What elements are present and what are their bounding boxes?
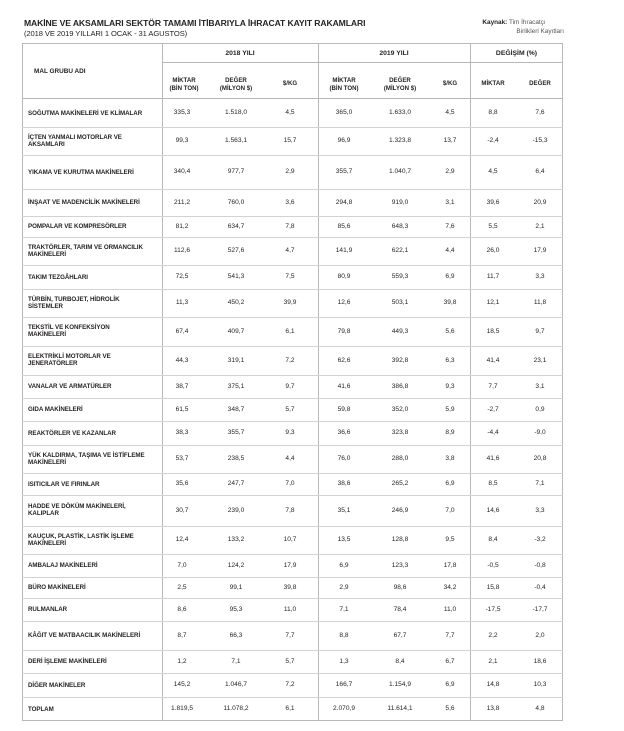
- row-name: TÜRBİN, TURBOJET, HİDROLİK SİSTEMLER: [28, 295, 120, 310]
- cell-2019-per-kg: 34,2: [443, 583, 457, 591]
- cell-2018-miktar: 72,5: [175, 273, 189, 280]
- cell-2018-per-kg: 2,9: [285, 168, 295, 175]
- cell-change-miktar: 41,4: [486, 356, 500, 364]
- cell-2019-deger: 1.633,0: [389, 109, 411, 116]
- cell-change-deger: -0,8: [534, 561, 546, 569]
- cell-2018-per-kg: 5,7: [285, 405, 295, 413]
- cell-2018-per-kg: 7,8: [285, 506, 295, 514]
- row-divider: [22, 155, 563, 156]
- cell-2018-per-kg: 6,1: [285, 327, 295, 335]
- cell-2018-deger: 124,2: [227, 561, 245, 569]
- row-name: İNŞAAT VE MADENCİLİK MAKİNELERİ: [28, 199, 140, 206]
- cell-change-miktar: 14,8: [486, 681, 500, 688]
- row-name: RULMANLAR: [28, 606, 68, 613]
- cell-2018-per-kg: 15,7: [283, 137, 297, 144]
- cell-2018-per-kg: 5,7: [285, 657, 295, 665]
- column-2018-miktar: MİKTAR (BİN TON): [169, 77, 199, 92]
- cell-change-miktar: 8,4: [488, 536, 498, 543]
- cell-2019-deger: 98,6: [393, 583, 407, 591]
- cell-2018-miktar: 1.819,5: [171, 705, 193, 712]
- cell-2019-miktar: 85,6: [337, 222, 351, 230]
- cell-2018-deger: 760,0: [227, 198, 245, 206]
- cell-2019-per-kg: 5,6: [445, 705, 455, 712]
- cell-2019-miktar: 6,9: [339, 561, 349, 569]
- cell-change-miktar: 14,6: [486, 506, 500, 514]
- cell-2018-miktar: 340,4: [173, 168, 191, 175]
- cell-2019-per-kg: 7,0: [445, 506, 455, 514]
- cell-change-miktar: 2,2: [488, 631, 498, 639]
- cell-2019-miktar: 36,6: [337, 429, 351, 436]
- source-line-1: Tim İhracatçı: [508, 19, 546, 26]
- cell-2018-miktar: 53,7: [175, 455, 189, 462]
- cell-2018-deger: 7,1: [231, 657, 241, 665]
- cell-change-deger: 2,1: [535, 222, 545, 230]
- cell-2018-miktar: 7,0: [177, 561, 187, 569]
- cell-2018-miktar: 8,6: [177, 605, 187, 613]
- cell-change-miktar: -0,5: [487, 561, 499, 569]
- cell-2019-deger: 1.154,9: [389, 681, 411, 688]
- cell-change-deger: 3,1: [535, 382, 545, 390]
- cell-2019-per-kg: 7,6: [445, 222, 455, 230]
- column-2018-deger: DEĞER (MİLYON $): [219, 77, 253, 92]
- row-divider: [22, 650, 563, 651]
- cell-2019-miktar: 2,9: [339, 583, 349, 591]
- cell-2018-miktar: 145,2: [173, 681, 191, 688]
- cell-change-miktar: 41,6: [486, 455, 500, 462]
- cell-change-miktar: 39,6: [486, 198, 500, 206]
- cell-change-miktar: 8,8: [488, 109, 498, 116]
- cell-2018-per-kg: 7,0: [285, 480, 295, 487]
- row-name: TRAKTÖRLER, TARIM VE ORMANCILIK MAKİNELERİ: [28, 243, 143, 258]
- cell-2018-deger: 541,3: [227, 273, 245, 280]
- cell-2019-per-kg: 13,7: [443, 137, 457, 144]
- cell-change-deger: -15,3: [532, 137, 548, 144]
- cell-2018-miktar: 61,5: [175, 405, 189, 413]
- cell-2018-miktar: 99,3: [175, 137, 189, 144]
- cell-2018-miktar: 11,3: [175, 299, 189, 306]
- cell-2019-miktar: 365,0: [335, 109, 353, 116]
- cell-2018-per-kg: 3,6: [285, 198, 295, 206]
- row-name: İÇTEN YANMALI MOTORLAR VE AKSAMLARI: [28, 133, 122, 148]
- cell-change-miktar: 2,1: [488, 657, 498, 665]
- cell-2019-miktar: 41,6: [337, 382, 351, 390]
- cell-2018-deger: 238,5: [227, 455, 245, 462]
- cell-change-deger: 17,9: [533, 247, 547, 254]
- cell-change-miktar: -4,4: [487, 429, 499, 436]
- cell-change-miktar: -2,4: [487, 137, 499, 144]
- column-2019-per-kg: $/KG: [442, 80, 458, 87]
- cell-2018-per-kg: 39,8: [283, 583, 297, 591]
- cell-2019-per-kg: 6,9: [445, 480, 455, 487]
- cell-2019-per-kg: 9,3: [445, 382, 455, 390]
- cell-2019-deger: 67,7: [393, 631, 407, 639]
- cell-2019-miktar: 12,6: [337, 299, 351, 306]
- cell-2019-miktar: 294,8: [335, 198, 353, 206]
- cell-2019-per-kg: 39,8: [443, 299, 457, 306]
- cell-2019-deger: 246,9: [391, 506, 409, 514]
- cell-2018-deger: 977,7: [227, 168, 245, 175]
- row-divider: [22, 577, 563, 578]
- cell-2018-deger: 1.046,7: [225, 681, 247, 688]
- row-divider: [22, 697, 563, 698]
- row-name: ELEKTRİKLİ MOTORLAR VE JENERATÖRLER: [28, 353, 111, 368]
- cell-2019-deger: 1.040,7: [389, 168, 411, 175]
- cell-2018-deger: 66,3: [229, 631, 243, 639]
- column-2019-deger: DEĞER (MİLYON $): [383, 77, 417, 92]
- row-divider: [22, 473, 563, 474]
- cell-2018-miktar: 2,5: [177, 583, 187, 591]
- cell-change-miktar: 13,8: [486, 705, 500, 712]
- cell-2018-deger: 11.078,2: [223, 705, 249, 712]
- cell-change-miktar: 5,5: [488, 222, 498, 230]
- cell-2019-miktar: 76,0: [337, 455, 351, 462]
- cell-2018-deger: 319,1: [227, 356, 245, 364]
- header-bottom-line: [22, 98, 563, 99]
- cell-2018-per-kg: 6,1: [285, 705, 295, 712]
- cell-2018-deger: 133,2: [227, 536, 245, 543]
- page-subtitle: (2018 VE 2019 YILLARI 1 OCAK - 31 AGUSTOS): [24, 29, 188, 38]
- cell-2019-deger: 1.323,8: [389, 137, 411, 144]
- cell-2019-per-kg: 5,6: [445, 327, 455, 335]
- cell-change-deger: 18,6: [533, 657, 547, 665]
- column-2018-per-kg: $/KG: [282, 80, 298, 87]
- source-line-2: Birlikleri Kayıtları: [516, 28, 564, 35]
- divider-2018-2019: [318, 43, 319, 721]
- cell-change-miktar: -17,5: [485, 605, 501, 613]
- row-divider: [22, 289, 563, 290]
- cell-2018-per-kg: 4,4: [285, 455, 295, 462]
- cell-2018-deger: 409,7: [227, 327, 245, 335]
- row-divider: [22, 673, 563, 674]
- row-name: VANALAR VE ARMATÜRLER: [28, 383, 112, 390]
- cell-2018-miktar: 211,2: [173, 198, 190, 206]
- cell-2019-miktar: 8,8: [339, 631, 349, 639]
- cell-2019-miktar: 62,6: [337, 356, 351, 364]
- cell-2019-per-kg: 5,9: [445, 405, 455, 413]
- row-divider: [22, 421, 563, 422]
- cell-change-miktar: 15,8: [486, 583, 500, 591]
- cell-2019-miktar: 166,7: [335, 681, 353, 688]
- cell-2019-miktar: 35,1: [337, 506, 351, 514]
- cell-2019-deger: 123,3: [391, 561, 409, 569]
- cell-2019-miktar: 2.070,9: [333, 705, 355, 712]
- row-divider: [22, 598, 563, 599]
- cell-change-deger: 9,7: [535, 327, 545, 335]
- column-change-miktar: MİKTAR: [481, 80, 505, 87]
- cell-2018-miktar: 12,4: [175, 536, 189, 543]
- cell-2018-per-kg: 7,7: [285, 631, 295, 639]
- cell-2019-deger: 265,2: [391, 480, 409, 487]
- cell-2019-miktar: 141,9: [335, 247, 353, 254]
- cell-2019-deger: 128,8: [391, 536, 409, 543]
- cell-2019-per-kg: 3,1: [445, 198, 455, 206]
- cell-2019-per-kg: 6,7: [445, 657, 455, 665]
- row-name: AMBALAJ MAKİNELERİ: [28, 562, 98, 569]
- cell-2018-miktar: 38,3: [175, 429, 189, 436]
- row-divider: [22, 554, 563, 555]
- row-divider: [22, 317, 563, 318]
- row-name: DİĞER MAKİNELER: [28, 681, 86, 689]
- row-divider: [22, 237, 563, 238]
- row-divider: [22, 375, 563, 376]
- cell-2019-deger: 503,1: [391, 299, 409, 306]
- cell-2019-per-kg: 6,9: [445, 273, 455, 280]
- row-name: ISITICILAR VE FIRINLAR: [28, 480, 100, 488]
- cell-change-deger: -3,2: [534, 536, 546, 543]
- cell-2019-deger: 449,3: [391, 327, 409, 335]
- cell-change-miktar: 12,1: [486, 299, 500, 306]
- cell-2018-per-kg: 4,5: [285, 109, 295, 116]
- row-name: GIDA MAKİNELERİ: [28, 406, 83, 413]
- cell-change-miktar: 4,5: [488, 168, 498, 175]
- page-title: MAKİNE VE AKSAMLARI SEKTÖR TAMAMI İTİBARIYLA İHRACAT KAYIT RAKAMLARI: [24, 18, 366, 28]
- cell-2018-deger: 1.563,1: [225, 137, 247, 144]
- cell-change-miktar: -2,7: [487, 405, 499, 413]
- cell-2018-per-kg: 10,7: [283, 536, 297, 543]
- cell-2019-miktar: 96,9: [337, 137, 351, 144]
- cell-2018-deger: 239,0: [227, 506, 245, 514]
- cell-change-deger: 20,9: [533, 198, 547, 206]
- cell-change-deger: 3,3: [535, 273, 545, 280]
- cell-2018-miktar: 30,7: [175, 506, 189, 514]
- cell-change-deger: 7,1: [535, 480, 545, 487]
- cell-2019-per-kg: 6,9: [445, 681, 455, 688]
- row-divider: [22, 526, 563, 527]
- cell-2019-deger: 78,4: [393, 605, 407, 613]
- cell-2018-miktar: 38,7: [175, 382, 189, 390]
- column-name-header: MAL GRUBU ADI: [34, 68, 86, 75]
- cell-2019-miktar: 1,3: [339, 657, 349, 665]
- cell-2019-deger: 8,4: [395, 657, 405, 665]
- cell-change-deger: -0,4: [534, 583, 546, 591]
- cell-2019-per-kg: 17,8: [443, 561, 457, 569]
- cell-2019-deger: 386,8: [391, 382, 409, 390]
- cell-2019-miktar: 38,6: [337, 480, 351, 487]
- cell-change-deger: 11,8: [533, 299, 547, 306]
- group-2018: 2018 YILI: [225, 50, 255, 57]
- row-divider: [22, 398, 563, 399]
- row-divider: [22, 495, 563, 496]
- cell-2019-per-kg: 11,0: [443, 605, 457, 613]
- header-group-line: [162, 62, 563, 63]
- cell-2018-deger: 450,2: [227, 299, 245, 306]
- group-2019: 2019 YILI: [379, 50, 409, 57]
- cell-2018-miktar: 335,3: [173, 109, 191, 116]
- cell-2018-per-kg: 4,7: [285, 247, 295, 254]
- cell-2019-deger: 622,1: [391, 247, 409, 254]
- cell-2018-miktar: 8,7: [177, 631, 187, 639]
- row-name: BÜRO MAKİNELERİ: [28, 584, 86, 591]
- row-name: REAKTÖRLER VE KAZANLAR: [28, 429, 116, 437]
- cell-2018-miktar: 112,6: [173, 247, 190, 254]
- row-divider: [22, 445, 563, 446]
- cell-2019-deger: 559,3: [391, 273, 409, 280]
- cell-change-miktar: 26,0: [486, 247, 500, 254]
- cell-change-deger: -17,7: [532, 605, 548, 613]
- cell-2019-miktar: 7,1: [339, 605, 349, 613]
- cell-2019-deger: 288,0: [391, 455, 409, 462]
- cell-2018-deger: 1.518,0: [225, 109, 247, 116]
- row-name: TOPLAM: [28, 705, 54, 713]
- row-divider: [22, 265, 563, 266]
- row-divider: [22, 127, 563, 128]
- row-name: DERİ İŞLEME MAKİNELERİ: [28, 658, 107, 665]
- cell-2018-miktar: 35,6: [175, 480, 189, 487]
- cell-2019-deger: 352,0: [391, 405, 409, 413]
- cell-2019-per-kg: 3,8: [445, 455, 455, 462]
- row-name: KÂĞIT VE MATBAACILIK MAKİNELERİ: [28, 632, 141, 639]
- cell-change-deger: 20,8: [533, 455, 547, 462]
- cell-2019-per-kg: 2,9: [445, 168, 455, 175]
- cell-change-miktar: 7,7: [488, 382, 498, 390]
- cell-2019-per-kg: 8,9: [445, 429, 455, 436]
- cell-2019-miktar: 79,8: [337, 327, 351, 335]
- row-name: TAKIM TEZGÂHLARI: [28, 273, 88, 281]
- row-divider: [22, 346, 563, 347]
- cell-2018-per-kg: 9,7: [285, 382, 295, 390]
- cell-change-deger: 2,0: [535, 631, 545, 639]
- cell-2018-per-kg: 11,0: [283, 605, 297, 613]
- cell-2018-miktar: 81,2: [175, 222, 189, 230]
- cell-2019-per-kg: 4,4: [445, 247, 455, 254]
- row-name: KAUÇUK, PLASTİK, LASTİK İŞLEME MAKİNELERİ: [28, 532, 134, 547]
- cell-change-deger: -9,0: [534, 429, 546, 436]
- cell-change-miktar: 11,7: [486, 273, 500, 280]
- column-change-deger: DEĞER: [529, 80, 551, 87]
- row-name: YÜK KALDIRMA, TAŞIMA VE İSTİFLEME MAKİNELERİ: [28, 451, 145, 466]
- cell-2018-deger: 247,7: [227, 480, 245, 487]
- cell-2018-miktar: 1,2: [177, 657, 187, 665]
- row-name: TEKSTİL VE KONFEKSİYON MAKİNELERİ: [28, 324, 110, 339]
- row-name: YIKAMA VE KURUTMA MAKİNELERİ: [28, 168, 134, 176]
- cell-2018-deger: 348,7: [227, 405, 245, 413]
- cell-change-deger: 6,4: [535, 168, 545, 175]
- cell-2018-miktar: 67,4: [175, 327, 189, 335]
- cell-change-deger: 4,8: [535, 705, 545, 712]
- cell-2018-per-kg: 7,5: [285, 273, 295, 280]
- cell-2018-per-kg: 9,3: [285, 429, 295, 436]
- row-name: SOĞUTMA MAKİNELERİ VE KLİMALAR: [28, 109, 143, 117]
- cell-change-deger: 7,6: [535, 109, 545, 116]
- cell-2018-deger: 95,3: [229, 605, 243, 613]
- cell-change-deger: 10,3: [533, 681, 547, 688]
- cell-2019-deger: 392,8: [391, 356, 409, 364]
- cell-change-deger: 23,1: [533, 356, 547, 364]
- cell-2019-miktar: 13,5: [337, 536, 351, 543]
- row-divider: [22, 189, 563, 190]
- cell-2019-deger: 648,3: [391, 222, 409, 230]
- cell-2018-deger: 375,1: [227, 382, 245, 390]
- cell-2019-deger: 11.614,1: [387, 705, 413, 712]
- cell-2018-deger: 527,6: [227, 247, 245, 254]
- cell-2018-deger: 99,1: [229, 583, 243, 591]
- cell-2019-per-kg: 9,5: [445, 536, 455, 543]
- group-change: DEĞİŞİM (%): [495, 50, 538, 57]
- row-name: POMPALAR VE KOMPRESÖRLER: [28, 223, 127, 230]
- cell-2019-miktar: 59,8: [337, 405, 351, 413]
- cell-2018-miktar: 44,3: [175, 356, 189, 364]
- row-divider: [22, 621, 563, 622]
- cell-2019-deger: 919,0: [391, 198, 409, 206]
- cell-2018-per-kg: 39,9: [283, 299, 297, 306]
- cell-change-miktar: 8,5: [488, 480, 498, 487]
- column-2019-miktar: MİKTAR (BİN TON): [329, 77, 359, 92]
- row-name: HADDE VE DÖKÜM MAKİNELERİ, KALIPLAR: [28, 503, 126, 518]
- cell-change-deger: 3,3: [535, 506, 545, 514]
- cell-2019-per-kg: 6,3: [445, 356, 455, 364]
- row-divider: [22, 216, 563, 217]
- source-label: Kaynak:: [482, 19, 508, 26]
- cell-2019-per-kg: 4,5: [445, 109, 455, 116]
- cell-2019-per-kg: 7,7: [445, 631, 455, 639]
- cell-change-miktar: 18,5: [486, 327, 500, 335]
- cell-2019-miktar: 80,9: [337, 273, 351, 280]
- cell-2019-miktar: 355,7: [335, 168, 353, 175]
- cell-2018-per-kg: 17,9: [283, 561, 297, 569]
- cell-2019-deger: 323,8: [391, 429, 409, 436]
- cell-2018-deger: 634,7: [227, 222, 245, 230]
- cell-2018-per-kg: 7,8: [285, 222, 295, 230]
- cell-2018-per-kg: 7,2: [285, 356, 295, 364]
- cell-2018-deger: 355,7: [227, 429, 245, 436]
- source-note: [482, 18, 564, 36]
- cell-change-deger: 0,9: [535, 405, 545, 413]
- cell-2018-per-kg: 7,2: [285, 681, 295, 688]
